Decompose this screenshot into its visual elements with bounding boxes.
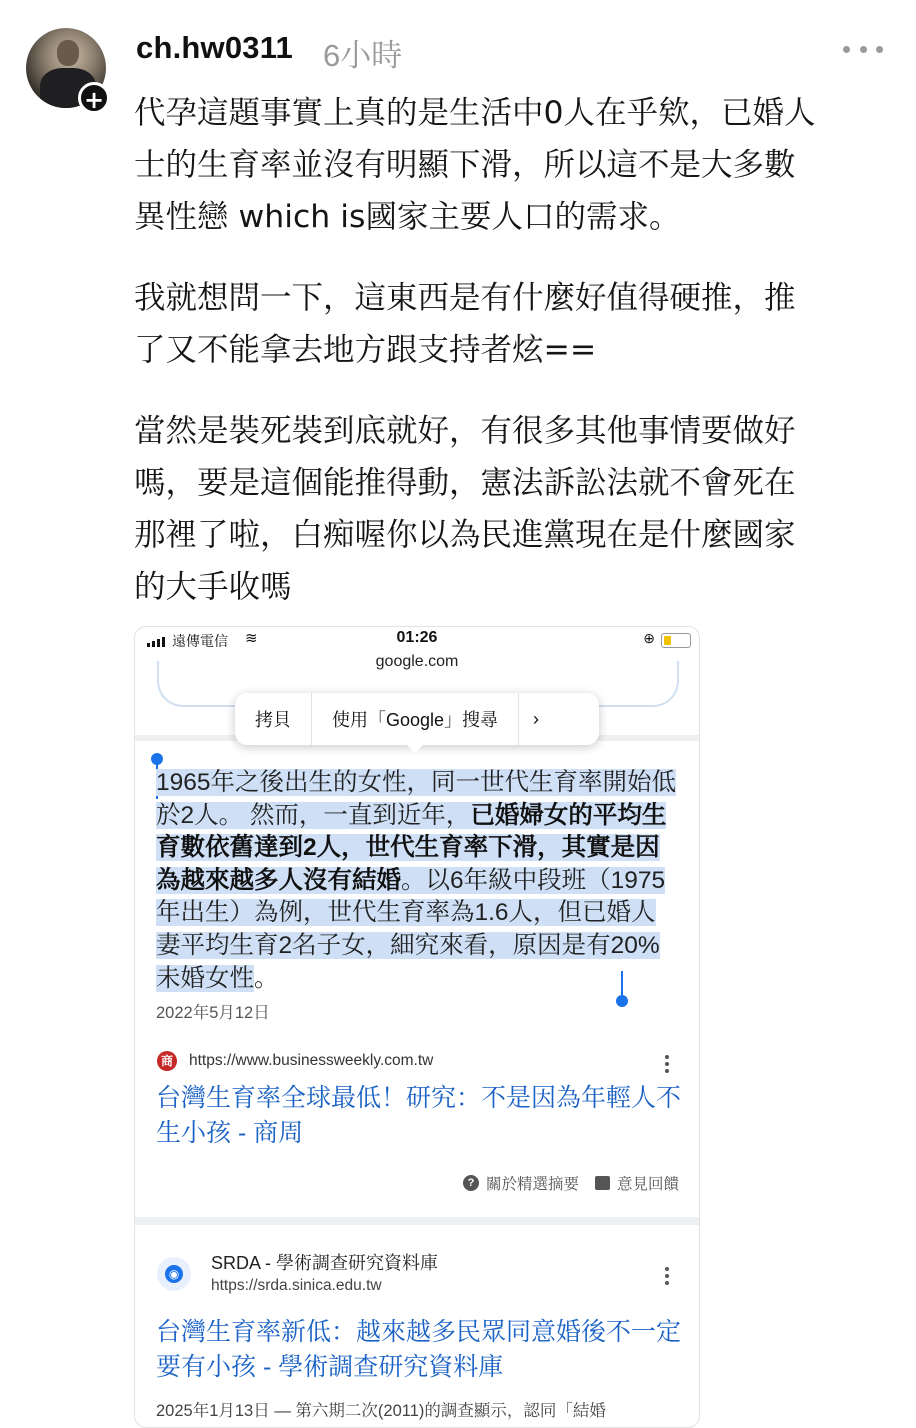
result-url: https://srda.sinica.edu.tw	[211, 1277, 382, 1294]
carrier-label: 遠傳電信	[172, 633, 228, 649]
battery-icon	[661, 633, 691, 648]
post-paragraph: 當然是裝死裝到底就好，有很多其他事情要做好 嗎，要是這個能推得動，憲法訴訟法就不會死在 那裡了啦，白痴喔你以為民進黨現在是什麼國家 的大手收嗎	[134, 413, 796, 605]
wifi-icon: ≋	[245, 630, 258, 647]
snippet-text: 1965年之後出生的女性，同一世代生育率開始低於2人。 然而，一直到近年，	[156, 769, 677, 829]
snippet-tail: 。	[254, 964, 279, 992]
selection-handle-end	[616, 995, 628, 1007]
username[interactable]: ch.hw0311	[136, 30, 293, 65]
copy-menu-item: 拷貝	[235, 693, 312, 745]
follow-plus-icon[interactable]: +	[78, 82, 110, 114]
globe-favicon	[157, 1257, 191, 1291]
more-options-icon[interactable]	[843, 42, 883, 56]
result-menu-icon	[665, 1055, 669, 1073]
chevron-right-icon: ›	[533, 708, 540, 729]
search-google-menu-item: 使用「Google」搜尋	[312, 693, 519, 745]
rotation-lock-icon: ⊕	[643, 630, 655, 646]
post-timestamp: 6小時	[323, 38, 403, 73]
globe-icon: ◉	[165, 1265, 183, 1283]
result-url: https://www.businessweekly.com.tw	[189, 1052, 434, 1069]
result-title-link: 台灣生育率新低：越來越多民眾同意婚後不一定要有小孩 - 學術調查研究資料庫	[156, 1318, 682, 1381]
avatar-head	[57, 40, 79, 66]
snippet-bold-text: 已婚婦女的平均生育數依舊達到2人，世代生育率下滑，其實是因為越來越多人沒有結婚	[156, 801, 667, 894]
post-body	[134, 87, 894, 613]
result-snippet: 2025年1月13日 — 第六期二次(2011)的調查顯示，認同「結婚	[156, 1402, 606, 1420]
result-menu-icon	[665, 1267, 669, 1285]
post-paragraph: 我就想問一下，這東西是有什麼好值得硬推，推 了又不能拿去地方跟支持者炫==	[134, 280, 796, 368]
attached-screenshot[interactable]	[134, 626, 700, 1428]
result-site-name: SRDA - 學術調查研究資料庫	[211, 1253, 439, 1273]
question-icon: ?	[463, 1175, 479, 1191]
divider	[135, 1217, 699, 1225]
businessweekly-favicon: 商	[157, 1051, 177, 1071]
feedback-label: 意見回饋	[616, 1176, 679, 1193]
post-paragraph: 代孕這題事實上真的是生活中0人在乎欸，已婚人 士的生育率並沒有明顯下滑，所以這不是大多數 異性戀 which is國家主要人口的需求。	[134, 95, 816, 235]
menu-pointer	[403, 741, 427, 753]
feedback-icon	[595, 1176, 610, 1190]
feedback-row	[463, 1172, 679, 1194]
about-snippet-label: 關於精選摘要	[485, 1176, 579, 1193]
featured-snippet	[156, 767, 678, 995]
url-bar: google.com	[375, 653, 459, 670]
clock: 01:26	[396, 629, 438, 646]
feedback	[595, 1172, 679, 1194]
snippet-text: 。以6年級中段班（1975年出生）為例，世代生育率為1.6人，但已婚人妻平均生育2名子女，細究來看，原因是有20%未婚女性	[156, 866, 666, 992]
text-selection-menu	[235, 693, 599, 745]
about-snippet	[463, 1172, 579, 1194]
snippet-date: 2022年5月12日	[156, 1004, 270, 1022]
result-title-link: 台灣生育率全球最低！研究：不是因為年輕人不生小孩 - 商周	[156, 1084, 682, 1147]
